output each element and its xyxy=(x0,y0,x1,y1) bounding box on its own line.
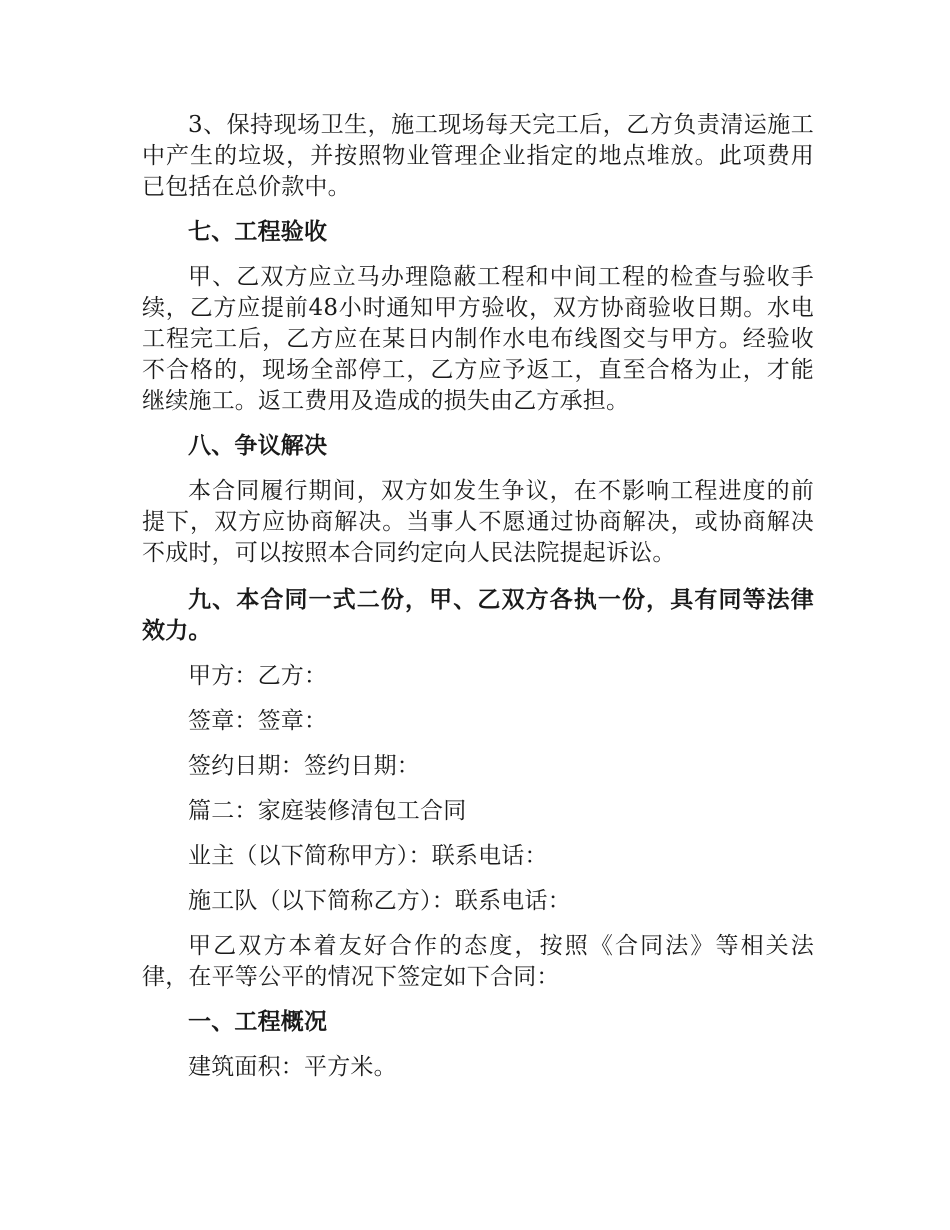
paragraph-dispute: 本合同履行期间，双方如发生争议，在不影响工程进度的前提下，双方应协商解决。当事人不愿通过协商解决，或协商解决不成时，可以按照本合同约定向人民法院提起诉讼。 xyxy=(142,478,814,566)
heading-acceptance: 七、工程验收 xyxy=(188,219,328,245)
line-building-area: 建筑面积：平方米。 xyxy=(188,1054,397,1080)
line-parties: 甲方：乙方： xyxy=(188,663,328,689)
document-page xyxy=(142,110,814,1083)
paragraph-intro: 甲乙双方本着友好合作的态度，按照《合同法》等相关法律，在平等公平的情况下签定如下合同： xyxy=(142,933,814,990)
line-signatures: 签章：签章： xyxy=(188,708,328,734)
section-title-part2: 篇二：家庭装修清包工合同 xyxy=(188,798,467,824)
line-sign-dates: 签约日期：签约日期： xyxy=(188,753,420,779)
heading-dispute: 八、争议解决 xyxy=(188,433,328,459)
paragraph-sanitation: 3、保持现场卫生，施工现场每天完工后，乙方负责清运施工中产生的垃圾，并按照物业管理企业指定的地点堆放。此项费用已包括在总价款中。 xyxy=(142,112,814,200)
line-contractor-contact: 施工队（以下简称乙方）：联系电话： xyxy=(188,888,571,914)
paragraph-acceptance: 甲、乙双方应立马办理隐蔽工程和中间工程的检查与验收手续，乙方应提前48小时通知甲方验收，双方协商验收日期。水电工程完工后，乙方应在某日内制作水电布线图交与甲方。经验收不合格的，现场全部停工，乙方应予返工，直至合格为止，才能继续施工。返工费用及造成的损失由乙方承担。 xyxy=(142,264,814,414)
line-owner-contact: 业主（以下简称甲方）：联系电话： xyxy=(188,843,548,869)
heading-overview: 一、工程概况 xyxy=(188,1009,328,1035)
heading-copies: 九、本合同一式二份，甲、乙双方各执一份，具有同等法律效力。 xyxy=(142,587,814,644)
